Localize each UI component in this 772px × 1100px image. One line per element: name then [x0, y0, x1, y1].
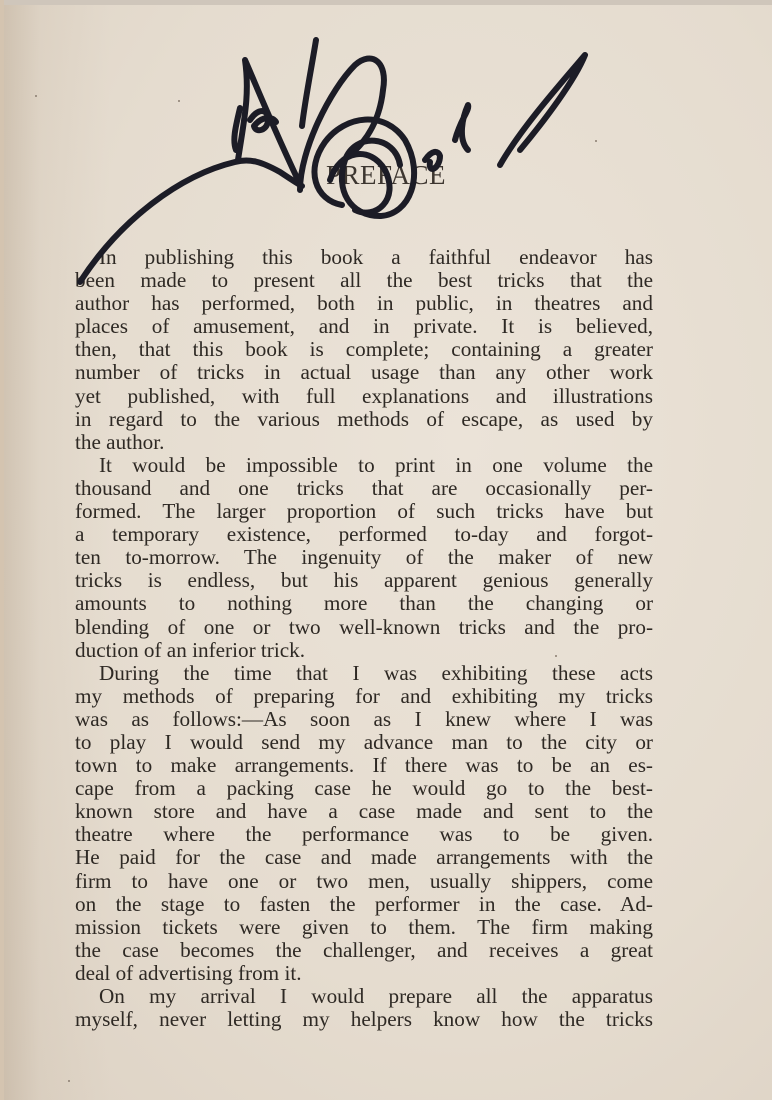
text-line: was as follows:—As soon as I knew where I was: [75, 706, 653, 731]
text-line: firm to have one or two men, usually shippers, come: [75, 868, 653, 893]
text-line: the case becomes the challenger, and receives a great: [75, 937, 653, 962]
text-line: number of tricks in actual usage than any other work: [75, 360, 653, 385]
text-line: duction of an inferior trick.: [75, 637, 306, 662]
text-line: ten to-morrow. The ingenuity of the maker of new: [75, 545, 653, 570]
text-line: thousand and one tricks that are occasionally per-: [75, 475, 653, 500]
preface-body: [75, 246, 653, 1031]
text-line: town to make arrangements. If there was to be an es-: [75, 753, 653, 778]
paper-speck: [68, 1080, 70, 1082]
text-line: In publishing this book a faithful endeavor has: [99, 245, 653, 269]
paragraph-4: [75, 985, 653, 1031]
text-line: amounts to nothing more than the changing or: [75, 591, 653, 616]
text-line: places of amusement, and in private. It is believed,: [75, 314, 653, 339]
paragraph-1: [75, 246, 653, 454]
paragraph-2: [75, 454, 653, 662]
text-line: deal of advertising from it.: [75, 960, 302, 985]
text-line: to play I would send my advance man to the city or: [75, 729, 653, 754]
text-line: then, that this book is complete; containing a greater: [75, 337, 653, 362]
text-line: the author.: [75, 429, 165, 454]
text-line: cape from a packing case he would go to the best-: [75, 776, 653, 801]
paper-speck: [35, 95, 37, 97]
text-line: yet published, with full explanations and illustrations: [75, 383, 653, 408]
paper-speck: [178, 100, 180, 102]
text-line: been made to present all the best tricks that the: [75, 268, 653, 293]
text-line: myself, never letting my helpers know how the tricks: [75, 1007, 653, 1032]
paragraph-3: [75, 662, 653, 985]
text-line: a temporary existence, performed to-day and forgot-: [75, 522, 653, 547]
page-title: PREFACE: [325, 160, 447, 190]
text-line: author has performed, both in public, in theatres and: [75, 291, 653, 316]
text-line: mission tickets were given to them. The firm making: [75, 914, 653, 939]
text-line: During the time that I was exhibiting these acts: [99, 660, 653, 685]
text-line: He paid for the case and made arrangements with the: [75, 845, 653, 870]
paper-speck: [595, 140, 597, 142]
text-line: in regard to the various methods of escape, as used by: [75, 406, 653, 431]
text-line: On my arrival I would prepare all the apparatus: [99, 984, 653, 1008]
text-line: formed. The larger proportion of such tricks have but: [75, 499, 653, 524]
text-line: tricks is endless, but his apparent genious generally: [75, 568, 653, 593]
text-line: blending of one or two well-known tricks and the pro-: [75, 614, 653, 639]
text-line: my methods of preparing for and exhibiting my tricks: [75, 683, 653, 708]
paper-speck: [555, 655, 557, 657]
text-line: It would be impossible to print in one volume the: [99, 452, 653, 477]
text-line: theatre where the performance was to be given.: [75, 822, 653, 847]
page-top-edge: [0, 0, 772, 5]
text-line: known store and have a case made and sent to the: [75, 799, 653, 824]
text-line: on the stage to fasten the performer in the case. Ad-: [75, 891, 653, 916]
